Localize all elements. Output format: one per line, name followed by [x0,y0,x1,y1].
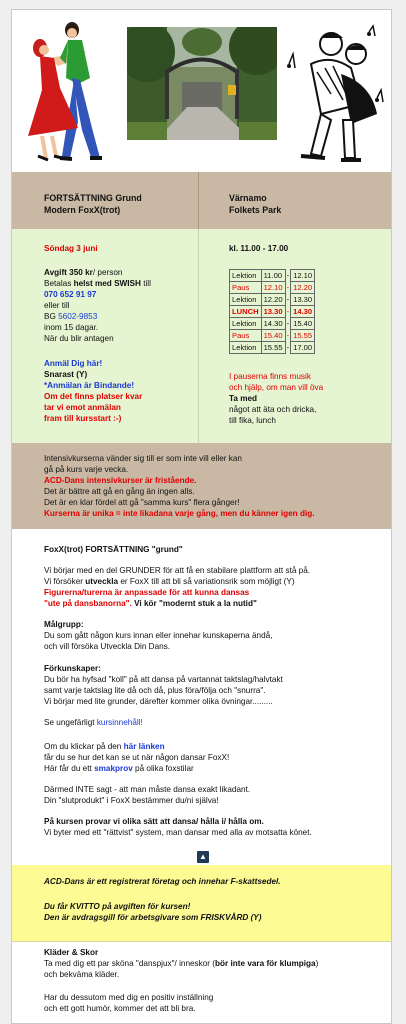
target-heading: Målgrupp: [44,620,84,630]
schedule-label: Lektion [230,270,262,282]
course-info-row [12,229,392,443]
prereq-line-1: Du bör ha hyfsad "koll" på att dansa på vartannat taktslag/halvtakt [44,674,283,684]
result-line-2: Din "slutprodukt" i FoxX bestämmer du/ni själva! [44,796,219,806]
schedule-end: 13.30 [291,294,315,306]
schedule-label: Lektion [230,318,262,330]
schedule-dash: - [286,319,290,329]
schedule-end: 15.55 [291,330,315,342]
intro-line-2: Vi försöker utveckla er FoxX till att bli så variationsrik som möjligt (Y) [44,577,295,587]
schedule-start: 11.00 [261,270,285,282]
schedule-row [230,342,315,354]
schedule-end: 12.10 [291,270,315,282]
intensive-line-6: Kurserna är unika = inte likadana varje gång, men du känner igen dig. [44,509,315,519]
price-and-signup [44,243,194,424]
places-line-2: tar vi emot anmälan [44,402,121,412]
schedule-label: Lektion [230,342,262,354]
schedule-end: 15.40 [291,318,315,330]
tax-line-1: ACD-Dans är ett registrerat företag och innehar F-skattsedel. [44,877,281,886]
course-content-link[interactable]: kursinnehåll! [96,717,143,727]
when-text: När du blir antagen [44,334,114,344]
intensive-line-4: Det är bättre att gå en gång än ingen alls. [44,487,195,497]
schedule-row [230,330,315,342]
sample-link[interactable]: smakprov [94,763,133,773]
hero-images [12,10,391,164]
within-text: inom 15 dagar. [44,323,99,333]
schedule-row [230,306,315,318]
binding-note: *Anmälan är Bindande! [44,380,135,390]
schedule-dash: - [286,283,290,293]
pay-line: Betalas helst med SWISH till [44,279,151,289]
intro-line-3: Figurerna/turerna är anpassade för att kunna dansas [44,588,250,598]
result-line-1: Därmed INTE sagt - att man måste dansa exakt likadant. [44,785,251,794]
schedule-start: 13.30 [261,306,285,318]
schedule-start: 14.30 [261,318,285,330]
fee-line: Avgift 350 kr/ person [44,268,123,278]
attitude-line-2: och ett gott humör, kommer det att bli bra. [44,1004,196,1014]
prereq-heading: Förkunskaper: [44,663,101,673]
clothes-line-2: och bekväma kläder. [44,970,120,980]
signup-link[interactable]: Anmäl Dig här! [44,358,103,368]
pause-note-2: och hjälp, om man vill öva [229,383,324,393]
intro-line-1: Vi börjar med en del GRUNDER för att få en stabilare plattform att stå på. [44,566,311,576]
description-title: FoxX(trot) FORTSÄTTNING "grund" [44,545,183,554]
schedule-start: 15.40 [261,330,285,342]
dancing-couple-image-right [281,24,389,164]
pause-note-1: I pauserna finns musik [229,372,311,382]
click-line-2: får du se hur det kan se ut när någon dansar FoxX! [44,752,230,762]
schedule-dash: - [286,271,290,281]
course-description [44,544,384,838]
prereq-line-2: samt varje taktslag lite då och då, plus föra/följa och "snurra". [44,685,266,695]
course-header-row [12,172,392,229]
course-location: Värnamo Folkets Park [229,193,282,215]
places-line-1: Om det finns platser kvar [44,391,143,401]
course-line-2: Vi byter med ett "rättvist" system, man dansar med alla av motsatta könet. [44,828,312,838]
schedule-label: Paus [230,330,262,342]
park-entrance-photo [127,27,277,140]
intensive-line-2: gå på kurs varje vecka. [44,465,129,475]
target-line-1: Du som gått någon kurs innan eller innehar kunskaperna ändå, [44,631,273,641]
or-to-text: eller till [44,301,70,311]
schedule-row [230,282,315,294]
page [11,9,392,1024]
swish-number: 070 652 91 97 [44,290,97,300]
intensive-line-1: Intensivkurserna vänder sig till er som inte vill eller kan [44,454,242,463]
bg-number: 5602-9853 [58,312,98,322]
schedule-panel [229,243,389,426]
content-line: Se ungefärligt kursinnehåll! [44,717,143,727]
tax-info-box [12,865,392,942]
schedule-dash: - [286,295,290,305]
video-link[interactable]: här länken [123,741,165,751]
course-date: Söndag 3 juni [44,244,98,253]
clothes-line-1: Ta med dig ett par sköna "danspjux"/ inneskor (bör inte vara för klumpiga) [44,959,319,969]
schedule-dash: - [286,331,290,341]
intensive-line-3: ACD-Dans intensivkurser är fristående. [44,476,197,486]
schedule-label: Paus [230,282,262,294]
intro-line-4: "ute på dansbanorna". Vi kör "modernt stuk a la nutid" [44,599,257,609]
intensive-line-5: Det är en klar fördel att gå "samma kurs" flera gånger! [44,498,240,508]
schedule-label: LUNCH [230,306,262,318]
asap-text: Snarast (Y) [44,369,88,379]
bring-heading: Ta med [229,394,258,404]
schedule-dash: - [286,307,290,317]
course-title: FORTSÄTTNING Grund Modern FoxX(trot) [44,193,142,215]
schedule-row [230,318,315,330]
schedule-table [229,269,315,354]
clothes-section [44,947,384,1014]
schedule-dash: - [286,343,290,353]
bg-line: BG 5602-9853 [44,312,98,322]
schedule-end: 14.30 [291,306,315,318]
scroll-to-top-icon[interactable]: ▲ [197,851,209,863]
schedule-label: Lektion [230,294,262,306]
bring-line-1: något att äta och dricka, [229,405,317,415]
schedule-row [230,294,315,306]
schedule-end: 17.00 [291,342,315,354]
dancing-couple-image-left [20,18,120,164]
attitude-line-1: Har du dessutom med dig en positiv inställning [44,993,214,1003]
target-line-2: och vill försöka Utveckla Din Dans. [44,642,171,652]
receipt-line: Du får KVITTO på avgiften för kursen! [44,902,191,912]
intensive-info-row [12,443,392,529]
bring-line-2: till fika, lunch [229,416,276,426]
click-line-1: Om du klickar på den här länken [44,741,165,751]
schedule-start: 12.20 [261,294,285,306]
prereq-line-3: Vi börjar med lite grunder, därefter kommer olika övningar......... [44,696,273,706]
course-line-1: På kursen provar vi olika sätt att dansa/ hålla i/ hålla om. [44,817,264,827]
schedule-start: 12.10 [261,282,285,294]
click-line-3: Här får du ett smakprov på olika foxstilar [44,763,194,773]
clothes-heading: Kläder & Skor [44,948,99,957]
places-line-3: fram till kursstart :-) [44,413,122,423]
schedule-end: 12.20 [291,282,315,294]
schedule-start: 15.55 [261,342,285,354]
course-time: kl. 11.00 - 17.00 [229,244,289,253]
deductible-line: Den är avdragsgill för arbetsgivare som FRISKVÅRD (Y) [44,913,262,923]
schedule-row [230,270,315,282]
